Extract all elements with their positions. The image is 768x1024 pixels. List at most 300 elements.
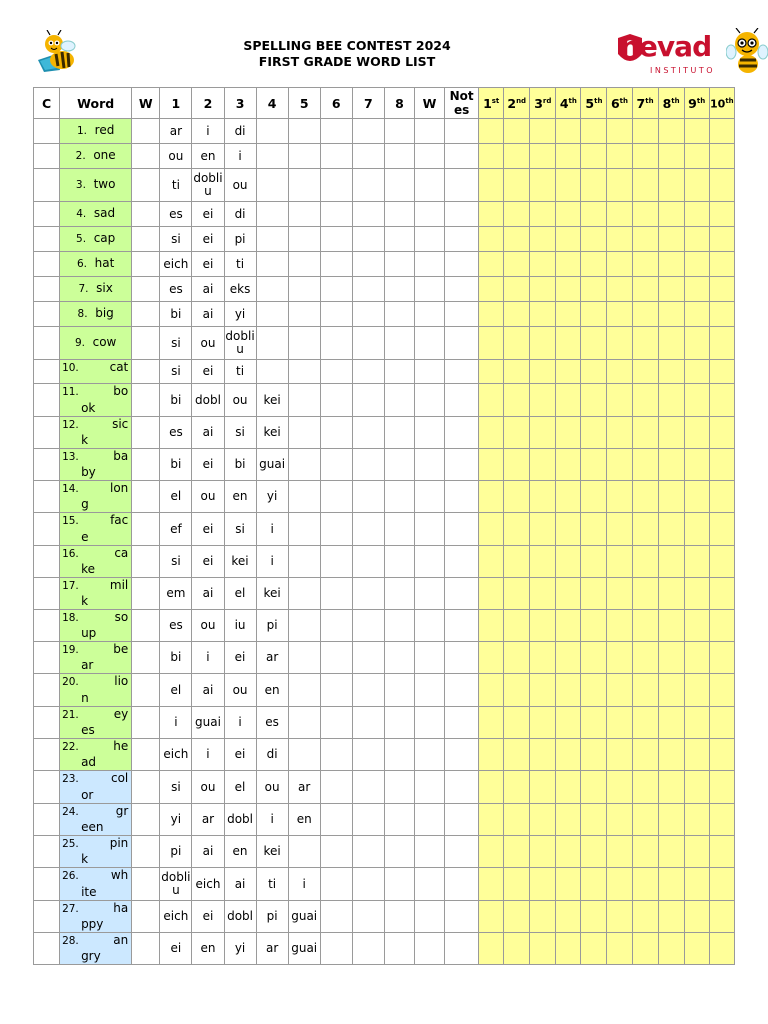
check-cell[interactable] (34, 481, 60, 513)
w-cell[interactable] (414, 642, 444, 674)
spelling-letter-cell[interactable] (352, 227, 384, 252)
place-cell[interactable] (530, 169, 556, 202)
spelling-letter-cell[interactable] (256, 252, 288, 277)
spelling-letter-cell[interactable] (288, 546, 320, 578)
spelling-letter-cell[interactable]: ou (160, 144, 192, 169)
spelling-letter-cell[interactable] (320, 119, 352, 144)
w-cell[interactable] (132, 169, 160, 202)
place-cell[interactable] (607, 933, 632, 965)
spelling-letter-cell[interactable] (384, 674, 414, 707)
spelling-letter-cell[interactable]: ai (224, 868, 256, 901)
spelling-letter-cell[interactable]: eich (160, 252, 192, 277)
place-cell[interactable] (504, 804, 530, 836)
place-cell[interactable] (658, 227, 684, 252)
spelling-letter-cell[interactable]: dobliu (224, 327, 256, 360)
place-cell[interactable] (607, 277, 632, 302)
place-cell[interactable] (556, 302, 581, 327)
place-cell[interactable] (684, 302, 709, 327)
place-cell[interactable] (684, 642, 709, 674)
place-cell[interactable] (607, 836, 632, 868)
w-cell[interactable] (132, 578, 160, 610)
place-cell[interactable] (504, 771, 530, 804)
place-cell[interactable] (504, 610, 530, 642)
place-cell[interactable] (607, 417, 632, 449)
place-cell[interactable] (479, 707, 504, 739)
place-cell[interactable] (709, 868, 734, 901)
place-cell[interactable] (530, 277, 556, 302)
w-cell[interactable] (132, 901, 160, 933)
check-cell[interactable] (34, 384, 60, 417)
spelling-letter-cell[interactable]: ar (256, 933, 288, 965)
spelling-letter-cell[interactable]: kei (256, 384, 288, 417)
place-cell[interactable] (709, 202, 734, 227)
place-cell[interactable] (530, 933, 556, 965)
place-cell[interactable] (581, 707, 607, 739)
place-cell[interactable] (632, 360, 658, 384)
place-cell[interactable] (632, 302, 658, 327)
place-cell[interactable] (556, 771, 581, 804)
place-cell[interactable] (530, 384, 556, 417)
place-cell[interactable] (556, 252, 581, 277)
spelling-letter-cell[interactable] (320, 868, 352, 901)
place-cell[interactable] (709, 327, 734, 360)
spelling-letter-cell[interactable]: ou (192, 610, 224, 642)
place-cell[interactable] (504, 707, 530, 739)
notes-cell[interactable] (445, 227, 479, 252)
spelling-letter-cell[interactable] (320, 578, 352, 610)
spelling-letter-cell[interactable]: en (224, 836, 256, 868)
spelling-letter-cell[interactable] (320, 642, 352, 674)
place-cell[interactable] (632, 227, 658, 252)
w-cell[interactable] (414, 901, 444, 933)
place-cell[interactable] (504, 202, 530, 227)
notes-cell[interactable] (445, 901, 479, 933)
place-cell[interactable] (632, 449, 658, 481)
notes-cell[interactable] (445, 804, 479, 836)
place-cell[interactable] (709, 836, 734, 868)
spelling-letter-cell[interactable] (256, 227, 288, 252)
place-cell[interactable] (581, 901, 607, 933)
check-cell[interactable] (34, 901, 60, 933)
spelling-letter-cell[interactable] (320, 674, 352, 707)
spelling-letter-cell[interactable] (384, 169, 414, 202)
place-cell[interactable] (530, 144, 556, 169)
notes-cell[interactable] (445, 674, 479, 707)
place-cell[interactable] (479, 384, 504, 417)
spelling-letter-cell[interactable] (384, 642, 414, 674)
place-cell[interactable] (479, 449, 504, 481)
check-cell[interactable] (34, 327, 60, 360)
place-cell[interactable] (709, 674, 734, 707)
place-cell[interactable] (581, 384, 607, 417)
spelling-letter-cell[interactable] (256, 202, 288, 227)
spelling-letter-cell[interactable] (320, 449, 352, 481)
place-cell[interactable] (658, 674, 684, 707)
spelling-letter-cell[interactable]: si (160, 771, 192, 804)
place-cell[interactable] (684, 868, 709, 901)
place-cell[interactable] (658, 739, 684, 771)
place-cell[interactable] (556, 481, 581, 513)
check-cell[interactable] (34, 144, 60, 169)
place-cell[interactable] (479, 481, 504, 513)
spelling-letter-cell[interactable]: ai (192, 302, 224, 327)
spelling-letter-cell[interactable] (352, 642, 384, 674)
place-cell[interactable] (632, 836, 658, 868)
place-cell[interactable] (581, 868, 607, 901)
notes-cell[interactable] (445, 513, 479, 546)
place-cell[interactable] (684, 610, 709, 642)
place-cell[interactable] (479, 610, 504, 642)
place-cell[interactable] (684, 933, 709, 965)
place-cell[interactable] (556, 901, 581, 933)
spelling-letter-cell[interactable]: i (160, 707, 192, 739)
place-cell[interactable] (556, 642, 581, 674)
place-cell[interactable] (479, 868, 504, 901)
place-cell[interactable] (684, 578, 709, 610)
spelling-letter-cell[interactable] (288, 277, 320, 302)
spelling-letter-cell[interactable]: kei (256, 417, 288, 449)
place-cell[interactable] (607, 227, 632, 252)
place-cell[interactable] (479, 227, 504, 252)
place-cell[interactable] (607, 610, 632, 642)
place-cell[interactable] (581, 546, 607, 578)
spelling-letter-cell[interactable]: eich (160, 739, 192, 771)
place-cell[interactable] (607, 707, 632, 739)
spelling-letter-cell[interactable]: si (160, 546, 192, 578)
place-cell[interactable] (556, 202, 581, 227)
place-cell[interactable] (632, 144, 658, 169)
notes-cell[interactable] (445, 642, 479, 674)
place-cell[interactable] (556, 119, 581, 144)
notes-cell[interactable] (445, 933, 479, 965)
place-cell[interactable] (709, 302, 734, 327)
spelling-letter-cell[interactable]: bi (160, 449, 192, 481)
spelling-letter-cell[interactable]: ou (224, 674, 256, 707)
spelling-letter-cell[interactable]: i (224, 144, 256, 169)
notes-cell[interactable] (445, 302, 479, 327)
spelling-letter-cell[interactable] (288, 610, 320, 642)
place-cell[interactable] (709, 513, 734, 546)
place-cell[interactable] (581, 302, 607, 327)
place-cell[interactable] (709, 384, 734, 417)
spelling-letter-cell[interactable]: si (160, 327, 192, 360)
w-cell[interactable] (132, 836, 160, 868)
place-cell[interactable] (632, 610, 658, 642)
place-cell[interactable] (556, 277, 581, 302)
place-cell[interactable] (581, 227, 607, 252)
spelling-letter-cell[interactable]: dobl (224, 901, 256, 933)
spelling-letter-cell[interactable]: es (256, 707, 288, 739)
check-cell[interactable] (34, 417, 60, 449)
place-cell[interactable] (556, 449, 581, 481)
spelling-letter-cell[interactable] (256, 119, 288, 144)
w-cell[interactable] (132, 327, 160, 360)
spelling-letter-cell[interactable] (320, 277, 352, 302)
spelling-letter-cell[interactable] (320, 252, 352, 277)
place-cell[interactable] (684, 169, 709, 202)
spelling-letter-cell[interactable]: el (160, 674, 192, 707)
place-cell[interactable] (530, 674, 556, 707)
place-cell[interactable] (504, 384, 530, 417)
spelling-letter-cell[interactable] (320, 169, 352, 202)
spelling-letter-cell[interactable] (384, 144, 414, 169)
place-cell[interactable] (658, 578, 684, 610)
place-cell[interactable] (658, 417, 684, 449)
spelling-letter-cell[interactable]: ai (192, 674, 224, 707)
place-cell[interactable] (556, 417, 581, 449)
place-cell[interactable] (632, 771, 658, 804)
spelling-letter-cell[interactable] (352, 277, 384, 302)
spelling-letter-cell[interactable]: ei (224, 739, 256, 771)
spelling-letter-cell[interactable] (288, 327, 320, 360)
place-cell[interactable] (632, 642, 658, 674)
place-cell[interactable] (504, 481, 530, 513)
spelling-letter-cell[interactable]: pi (224, 227, 256, 252)
spelling-letter-cell[interactable] (352, 360, 384, 384)
spelling-letter-cell[interactable]: es (160, 202, 192, 227)
spelling-letter-cell[interactable]: ai (192, 836, 224, 868)
place-cell[interactable] (581, 202, 607, 227)
spelling-letter-cell[interactable]: eich (192, 868, 224, 901)
notes-cell[interactable] (445, 610, 479, 642)
place-cell[interactable] (479, 119, 504, 144)
spelling-letter-cell[interactable]: ai (192, 277, 224, 302)
w-cell[interactable] (414, 119, 444, 144)
spelling-letter-cell[interactable] (320, 144, 352, 169)
place-cell[interactable] (504, 933, 530, 965)
spelling-letter-cell[interactable]: ti (160, 169, 192, 202)
place-cell[interactable] (658, 933, 684, 965)
place-cell[interactable] (556, 674, 581, 707)
w-cell[interactable] (414, 277, 444, 302)
spelling-letter-cell[interactable]: i (192, 642, 224, 674)
place-cell[interactable] (684, 227, 709, 252)
place-cell[interactable] (530, 449, 556, 481)
place-cell[interactable] (581, 610, 607, 642)
w-cell[interactable] (132, 804, 160, 836)
w-cell[interactable] (132, 771, 160, 804)
place-cell[interactable] (479, 578, 504, 610)
spelling-letter-cell[interactable]: es (160, 277, 192, 302)
check-cell[interactable] (34, 642, 60, 674)
place-cell[interactable] (632, 578, 658, 610)
w-cell[interactable] (414, 202, 444, 227)
spelling-letter-cell[interactable]: ti (256, 868, 288, 901)
spelling-letter-cell[interactable]: dobl (192, 384, 224, 417)
spelling-letter-cell[interactable]: yi (224, 933, 256, 965)
spelling-letter-cell[interactable] (256, 144, 288, 169)
spelling-letter-cell[interactable]: ar (288, 771, 320, 804)
spelling-letter-cell[interactable] (320, 360, 352, 384)
spelling-letter-cell[interactable] (320, 771, 352, 804)
spelling-letter-cell[interactable]: ar (256, 642, 288, 674)
place-cell[interactable] (658, 546, 684, 578)
place-cell[interactable] (479, 417, 504, 449)
spelling-letter-cell[interactable] (288, 739, 320, 771)
spelling-letter-cell[interactable] (288, 578, 320, 610)
spelling-letter-cell[interactable] (384, 578, 414, 610)
place-cell[interactable] (504, 546, 530, 578)
place-cell[interactable] (658, 144, 684, 169)
place-cell[interactable] (658, 119, 684, 144)
notes-cell[interactable] (445, 277, 479, 302)
check-cell[interactable] (34, 119, 60, 144)
spelling-letter-cell[interactable]: yi (256, 481, 288, 513)
spelling-letter-cell[interactable] (352, 804, 384, 836)
w-cell[interactable] (132, 144, 160, 169)
place-cell[interactable] (556, 169, 581, 202)
spelling-letter-cell[interactable] (320, 546, 352, 578)
w-cell[interactable] (414, 227, 444, 252)
place-cell[interactable] (709, 360, 734, 384)
spelling-letter-cell[interactable] (288, 384, 320, 417)
spelling-letter-cell[interactable] (384, 277, 414, 302)
place-cell[interactable] (530, 417, 556, 449)
spelling-letter-cell[interactable]: ou (224, 169, 256, 202)
place-cell[interactable] (709, 277, 734, 302)
w-cell[interactable] (414, 327, 444, 360)
place-cell[interactable] (658, 642, 684, 674)
place-cell[interactable] (607, 868, 632, 901)
place-cell[interactable] (479, 836, 504, 868)
place-cell[interactable] (530, 836, 556, 868)
place-cell[interactable] (632, 707, 658, 739)
spelling-letter-cell[interactable]: iu (224, 610, 256, 642)
w-cell[interactable] (414, 481, 444, 513)
spelling-letter-cell[interactable]: i (224, 707, 256, 739)
check-cell[interactable] (34, 836, 60, 868)
spelling-letter-cell[interactable] (320, 804, 352, 836)
place-cell[interactable] (607, 144, 632, 169)
place-cell[interactable] (632, 327, 658, 360)
spelling-letter-cell[interactable]: ei (192, 901, 224, 933)
place-cell[interactable] (658, 868, 684, 901)
check-cell[interactable] (34, 933, 60, 965)
spelling-letter-cell[interactable]: dobliu (160, 868, 192, 901)
notes-cell[interactable] (445, 771, 479, 804)
place-cell[interactable] (607, 202, 632, 227)
spelling-letter-cell[interactable] (320, 513, 352, 546)
spelling-letter-cell[interactable] (352, 610, 384, 642)
spelling-letter-cell[interactable] (320, 327, 352, 360)
place-cell[interactable] (709, 227, 734, 252)
place-cell[interactable] (581, 417, 607, 449)
spelling-letter-cell[interactable] (384, 481, 414, 513)
w-cell[interactable] (414, 546, 444, 578)
notes-cell[interactable] (445, 144, 479, 169)
spelling-letter-cell[interactable]: pi (256, 610, 288, 642)
place-cell[interactable] (504, 449, 530, 481)
place-cell[interactable] (581, 449, 607, 481)
spelling-letter-cell[interactable]: en (192, 144, 224, 169)
notes-cell[interactable] (445, 739, 479, 771)
place-cell[interactable] (504, 360, 530, 384)
spelling-letter-cell[interactable] (352, 384, 384, 417)
w-cell[interactable] (414, 578, 444, 610)
spelling-letter-cell[interactable]: pi (256, 901, 288, 933)
spelling-letter-cell[interactable]: ai (192, 578, 224, 610)
w-cell[interactable] (414, 302, 444, 327)
place-cell[interactable] (684, 901, 709, 933)
check-cell[interactable] (34, 771, 60, 804)
spelling-letter-cell[interactable] (288, 119, 320, 144)
place-cell[interactable] (632, 417, 658, 449)
place-cell[interactable] (504, 119, 530, 144)
spelling-letter-cell[interactable] (384, 610, 414, 642)
place-cell[interactable] (556, 804, 581, 836)
place-cell[interactable] (632, 277, 658, 302)
place-cell[interactable] (504, 144, 530, 169)
spelling-letter-cell[interactable] (384, 933, 414, 965)
spelling-letter-cell[interactable]: yi (224, 302, 256, 327)
spelling-letter-cell[interactable]: ei (224, 642, 256, 674)
place-cell[interactable] (581, 674, 607, 707)
place-cell[interactable] (709, 739, 734, 771)
place-cell[interactable] (709, 804, 734, 836)
spelling-letter-cell[interactable]: di (256, 739, 288, 771)
place-cell[interactable] (632, 513, 658, 546)
spelling-letter-cell[interactable] (320, 610, 352, 642)
w-cell[interactable] (414, 449, 444, 481)
w-cell[interactable] (132, 739, 160, 771)
place-cell[interactable] (684, 771, 709, 804)
spelling-letter-cell[interactable] (384, 771, 414, 804)
place-cell[interactable] (607, 674, 632, 707)
w-cell[interactable] (414, 384, 444, 417)
place-cell[interactable] (479, 302, 504, 327)
spelling-letter-cell[interactable] (352, 449, 384, 481)
spelling-letter-cell[interactable]: i (256, 804, 288, 836)
place-cell[interactable] (607, 252, 632, 277)
place-cell[interactable] (479, 804, 504, 836)
spelling-letter-cell[interactable]: ai (192, 417, 224, 449)
w-cell[interactable] (414, 169, 444, 202)
place-cell[interactable] (709, 119, 734, 144)
place-cell[interactable] (684, 417, 709, 449)
place-cell[interactable] (556, 707, 581, 739)
place-cell[interactable] (658, 804, 684, 836)
spelling-letter-cell[interactable] (384, 119, 414, 144)
spelling-letter-cell[interactable] (384, 707, 414, 739)
place-cell[interactable] (581, 578, 607, 610)
place-cell[interactable] (504, 327, 530, 360)
notes-cell[interactable] (445, 169, 479, 202)
check-cell[interactable] (34, 868, 60, 901)
place-cell[interactable] (632, 384, 658, 417)
spelling-letter-cell[interactable] (352, 144, 384, 169)
place-cell[interactable] (709, 169, 734, 202)
place-cell[interactable] (479, 513, 504, 546)
notes-cell[interactable] (445, 384, 479, 417)
spelling-letter-cell[interactable] (320, 202, 352, 227)
place-cell[interactable] (556, 144, 581, 169)
place-cell[interactable] (504, 252, 530, 277)
w-cell[interactable] (414, 739, 444, 771)
spelling-letter-cell[interactable] (384, 302, 414, 327)
place-cell[interactable] (684, 252, 709, 277)
spelling-letter-cell[interactable]: si (224, 417, 256, 449)
place-cell[interactable] (581, 642, 607, 674)
place-cell[interactable] (479, 642, 504, 674)
check-cell[interactable] (34, 169, 60, 202)
spelling-letter-cell[interactable] (384, 202, 414, 227)
w-cell[interactable] (132, 360, 160, 384)
w-cell[interactable] (132, 642, 160, 674)
spelling-letter-cell[interactable] (288, 360, 320, 384)
place-cell[interactable] (607, 481, 632, 513)
place-cell[interactable] (479, 901, 504, 933)
place-cell[interactable] (658, 202, 684, 227)
